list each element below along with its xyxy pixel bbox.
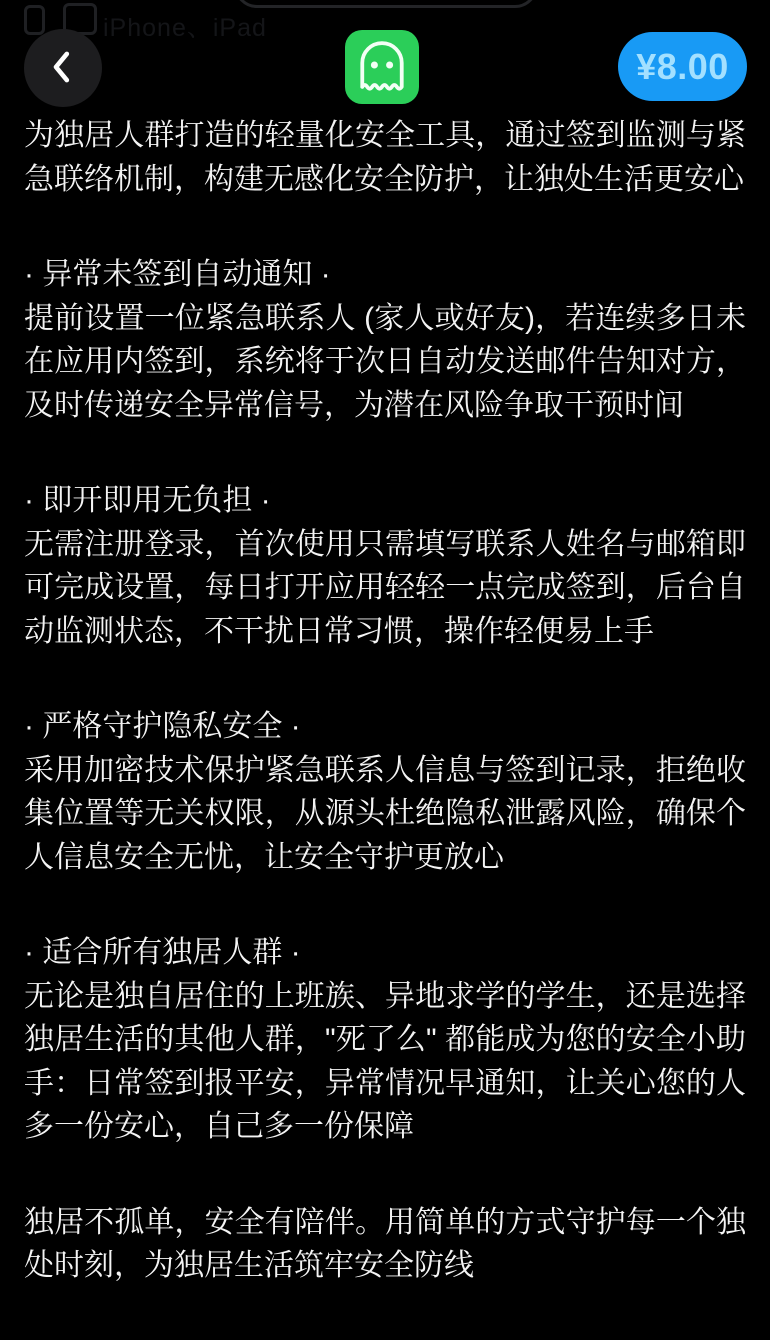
section-heading: · 异常未签到自动通知 · [24,258,331,291]
back-button[interactable] [24,29,102,107]
section-body: 提前设置一位紧急联系人 (家人或好友)，若连续多日未在应用内签到，系统将于次日自动发送邮件告知对方，及时传递安全异常信号，为潜在风险争取干预时间 [24,301,746,422]
supported-devices-label: iPhone、iPad [103,14,267,42]
app-description [24,114,746,1340]
floating-header [0,0,770,110]
description-section [24,479,746,653]
section-heading: · 即开即用无负担 · [24,484,271,517]
section-heading: · 适合所有独居人群 · [24,936,301,969]
description-intro: 为独居人群打造的轻量化安全工具，通过签到监测与紧急联络机制，构建无感化安全防护，让独处生活更安心 [24,119,746,196]
description-section [24,931,746,1149]
description-section [24,705,746,879]
ghost-icon [351,34,413,101]
description-section [24,253,746,427]
description-outro: 独居不孤单，安全有陪伴。用简单的方式守护每一个独处时刻，为独居生活筑牢安全防线 [24,1205,746,1282]
chevron-left-icon [42,46,84,91]
section-body: 采用加密技术保护紧急联系人信息与签到记录，拒绝收集位置等无关权限，从源头杜绝隐私泄露风险，确保个人信息安全无忧，让安全守护更放心 [24,753,746,874]
section-body: 无论是独自居住的上班族、异地求学的学生，还是选择独居生活的其他人群，"死了么" 都能成为您的安全小助手：日常签到报平安，异常情况早通知，让关心您的人多一份安心，自己多一份保障 [24,979,746,1143]
app-icon [345,30,419,104]
price-button[interactable]: ¥8.00 [618,32,747,101]
section-body: 无需注册登录，首次使用只需填写联系人姓名与邮箱即可完成设置，每日打开应用轻轻一点完成签到，后台自动监测状态，不干扰日常习惯，操作轻便易上手 [24,527,746,648]
section-heading: · 严格守护隐私安全 · [24,710,301,743]
